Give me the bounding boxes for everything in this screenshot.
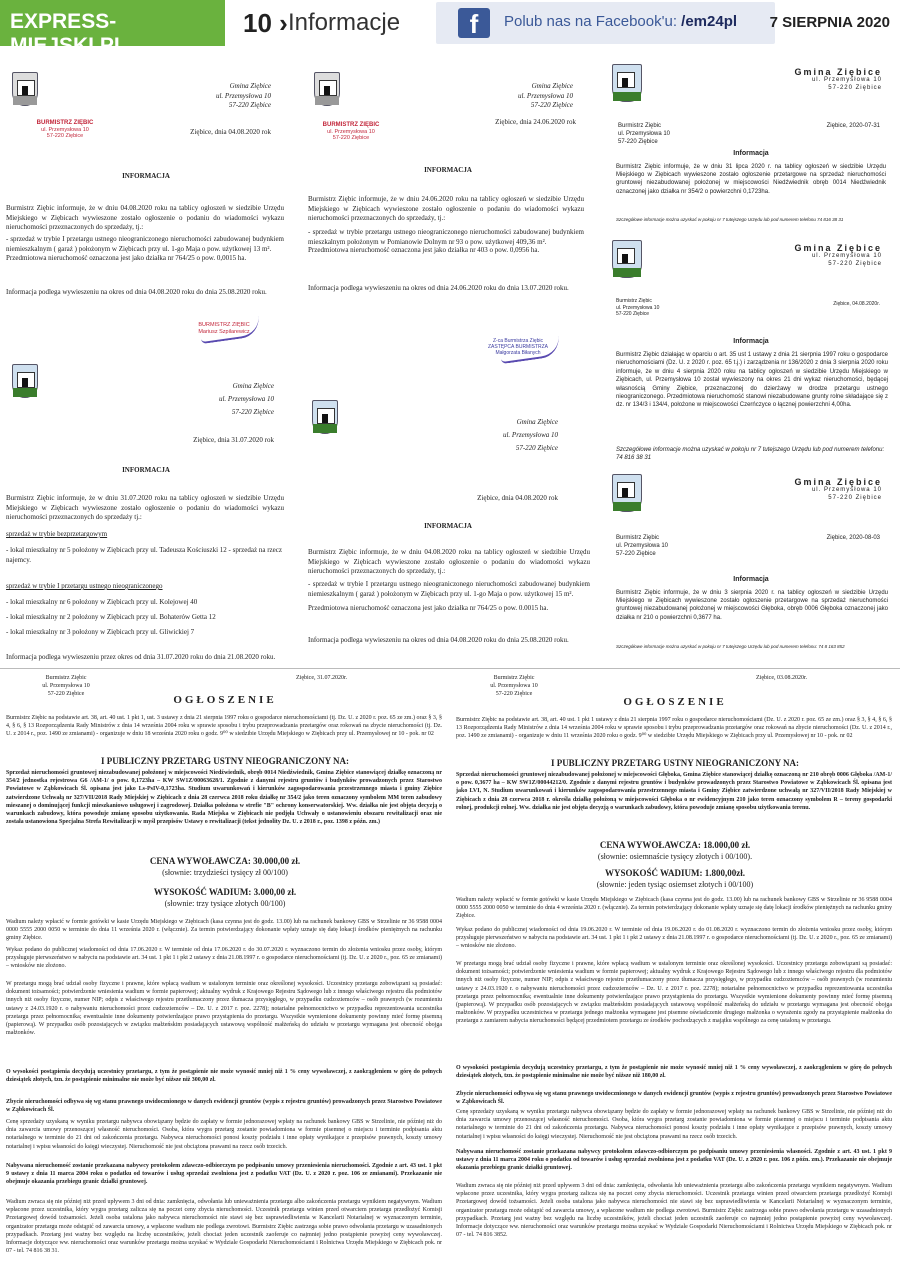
coat-of-arms-icon — [12, 72, 38, 106]
sender-address: Burmistrz Ziębic ul. Przemysłowa 10 57-220 Ziębice — [618, 123, 671, 146]
notice-body: Burmistrz Ziębic działając w oparciu o art. 35 ust 1 ustawy z dnia 21 sierpnia 1997 roku o gospodarce nieruchomościami (Dz. U. z 2020 r. poz. 65 t.j.) i zarządzenia nr 136/2020 z dnia 3 sierpnia 2020 roku informuje, że w dniu 4 sierpnia 2020 roku na tablicy ogłoszeń w siedzibie Urzędu Miejskiego w Ziębicach, ul. Przemysłowa 10 został wywieszony na okres 21 dni wykaz nieruchomości, będącej własnością Gminy Ziębice, przeznaczonej do dzierżawy w drodze przetargu ustnego nieograniczonego. Przedmiotowa nieruchomość stanowi niezabudowane grunty rolne składające się z dz. nr 134/3 i 134/4, położone w miejscowości Czerńczyce o łącznej powierzchni 4,00ha. — [616, 352, 888, 409]
announcement-intro: Burmistrz Ziębic na podstawie art. 38, art. 40 ust. 1 pkt 1 ustawy z dnia 21 sierpnia 1997 roku o gospodarce nieruchomościami (Dz. U. z 2020 r. poz. 65 ze zm.) oraz § 3, § 4, § 6, § 13 Rozporządzenia Rady Ministrów z dnia 14 września 2004 roku w sprawie sposobu i trybu przeprowadzania przetargów oraz rokowań na zbycie nieruchomości (Dz. U. z 2014 r., poz. 1490 ze zmianami) - organizuje w dniu 11 września 2020 roku o godz. 9⁰⁰ w siedzibie Urzędu Miejskiego w Ziębicach przy ul. Przemysłowej nr 10 - pok. nr 02 — [456, 717, 892, 740]
coat-of-arms-icon — [612, 64, 642, 102]
contact-info: Szczegółowe informacje można uzyskać w pokoju nr 7 tutejszego Urzędu lub pod numerem telefonu: 74 816 38 31 — [616, 447, 885, 462]
notice-date: Ziębice, 2020-07-31 — [826, 123, 880, 129]
office-name: Gmina Ziębice — [794, 243, 882, 253]
notice-date: Ziębice, dnia 31.07.2020 rok — [193, 436, 274, 444]
property-description: Sprzedaż nieruchomości gruntowej niezabudowanej położonej w miejscowości Głęboka, Gmina Ziębice stanowiącej działkę oznaczoną nr 210 obręb 0006 Głęboka /AM-1/ o pow. 0,3677 ha – KW SW1Z/00044212/0. Zgodnie z danymi rejestru gruntów i budynków prowadzonych przez Starostwo Powiatowe w Ząbkowicach Śl. opisana jest jako LVI, N. Studium uwarunkowań i kierunków zagospodarowania przestrzennego miasta i Gminy Ziębice zatwierdzone uchwałą nr 327/VII/2018 Rady Miejskiej w Ziębicach z dnia 28 czerwca 2018 r. określa działkę położoną w miejscowości Głęboka o nr ewidencyjnym 210 jako teren oznaczony symbolem R – tereny gospodarki rolnej, produkcji rolnej. Ww. działka nie jest objęta decyzją o warunkach zabudowy, która powoduje zmianę sposobu użytkowania terenu. — [456, 772, 892, 811]
office-name: Gmina Ziębice — [229, 82, 271, 90]
announcement-title: OGŁOSZENIE — [623, 696, 727, 708]
office-name: Gmina Ziębice — [232, 382, 274, 390]
notice-date: Ziębice, dnia 04.08.2020 rok — [477, 494, 558, 502]
list-item: - lokal mieszkalny nr 3 położony w Ziębicach przy ul. Gliwickiej 7 — [6, 628, 195, 636]
office-name: Gmina Ziębice — [516, 418, 558, 426]
notice-title: INFORMACJA — [424, 522, 472, 530]
brand-logo[interactable]: EXPRESS-MIEJSKI.PL — [0, 0, 225, 46]
notice-date: Ziębice, dnia 24.06.2020 rok — [495, 118, 576, 126]
notice-3: Gmina Ziębice ul. Przemysłowa 10 57-220 Ziębice Burmistrz Ziębic ul. Przemysłowa 10 57-220 Ziębice Ziębice, 2020-07-31 Informacja Burmistrz Ziębic informuje, że w dniu 31 lipca 2020 r. na tablicy ogłoszeń w siedzibie Urzędu Miejskiego w Ziębicach wywieszone zostało ogłoszenie przetargowe na sprzedaż nieruchomości gruntowej niezabudowanej położonej w miejscowości Niedźwiednik obręb 0014 Niedźwiednik oznaczonej jako działka nr 354/2 o powierzchni 0,1723ha. Szczegółowe informacje można uzyskać w pokoju nr 7 tutejszego Urzędu lub pod numerem telefonu 74 816 38 31 — [608, 62, 894, 232]
list-item: - lokal mieszkalny nr 6 położony w Ziębicach przy ul. Kolejowej 40 — [6, 598, 198, 606]
divider — [0, 668, 900, 669]
announcement-2: Burmistrz Ziębic ul. Przemysłowa 10 57-220 Ziębice Ziębice, 03.08.2020r. OGŁOSZENIE Burmistrz Ziębic na podstawie art. 38, art. 40 ust. 1 pkt 1 ustawy z dnia 21 sierpnia 1997 roku o gospodarce nieruchomościami (Dz. U. z 2020 r. poz. 65 ze zm.) oraz § 3, § 4, § 6, § 13 Rozporządzenia Rady Ministrów z dnia 14 września 2004 roku w sprawie sposobu i trybu przeprowadzania przetargów oraz rokowań na zbycie nieruchomości (Dz. U. z 2014 r., poz. 1490 ze zmianami) - organizuje w dniu 11 września 2020 roku o godz. 9⁰⁰ w siedzibie Urzędu Miejskiego w Ziębicach przy ul. Przemysłowej nr 10 - pok. nr 02 I PUBLICZNY PRZETARG USTNY NIEOGRANICZONY NA: Sprzedaż nieruchomości gruntowej niezabudowanej położonej w miejscowości Głęboka, Gmina Ziębice stanowiącej działkę oznaczoną nr 210 obręb 0006 Głęboka /AM-1/ o pow. 0,3677 ha – KW SW1Z/00044212/0. Zgodnie z danymi rejestru gruntów i budynków prowadzonych przez Starostwo Powiatowe w Ząbkowicach Śl. opisana jest jako LVI, N. Studium uwarunkowań i kierunków zagospodarowania przestrzennego miasta i Gminy Ziębice zatwierdzone uchwałą nr 327/VII/2018 Rady Miejskiej w Ziębicach z dnia 28 czerwca 2018 r. określa działkę położoną w miejscowości Głęboka o nr ewidencyjnym 210 jako teren oznaczony symbolem R – tereny gospodarki rolnej, produkcji rolnej. Ww. działka nie jest objęta decyzją o warunkach zabudowy, która powoduje zmianę sposobu użytkowania terenu. CENA WYWOŁAWCZA: 18.000,00 zł. (słownie: osiemnaście tysięcy złotych i 00/100). WYSOKOŚĆ WADIUM: 1.800,00zł. (słownie: jeden tysiąc osiemset złotych i 00/100) Wadium należy wpłacić w formie gotówki w kasie Urzędu Miejskiego w Ziębicach (kasa czynna jest do godz. 13.00) lub na rachunek bankowy GBS w Strzelinie nr 36 9588 0004 0000 5555 2000 0050 w terminie do dnia 4 września 2020 r. (włącznie). Za termin potwierdzający dokonanie wpłaty uznaje się datę lokacji środków pieniężnych na rachunku gminy Ziębice. Wykaz podano do publicznej wiadomości od dnia 19.06.2020 r. W terminie od dnia 19.06.2020 r. do 01.08.2020 r. wyznaczono termin do złożenia wniosku przez osoby, którym przysługuje pierwszeństwo w nabyciu na podstawie art. 34 ust. 1 pkt 1 i pkt 2 ustawy z dnia 21.08.1997 r. o gospodarce nieruchomościami (tj. Dz. U. z 2020 r., poz. 65 ze zmianami) – wniosków nie złożono. W przetargu mogą brać udział osoby fizyczne i prawne, które wpłacą wadium w ustalonym terminie oraz określonej wysokości. Uczestnicy przetargu zobowiązani są posiadać: dokument tożsamości; potwierdzenie wniesienia wadium w formie papierowej; aktualny wydruk z Krajowego Rejestru Sądowego lub z innego właściwego rejestru dla podmiotów innych niż osoby fizyczne, numer NIP; odpis z właściwego rejestru przetłumaczony przez tłumacza przysięgłego, w przypadku cudzoziemców – osób prawnych (w rozumieniu ustawy z 24.03.1920 r. o nabywaniu nieruchomości przez cudzoziemców – Dz. U. z 2017 r. poz. 2278); notarialne pełnomocnictwo w przypadku reprezentowania uczestnika przetargu przez pełnomocnika; ewentualnie inne dokumenty potwierdzające prawo przystąpienia do przetargu. Wszystkie wymienione dokumenty powinny mieć formę pisemną (papierową). W przypadku osób pozostających w związku małżeńskim posiadających ustawową wspólność małżeńską do udziału w przetargu wymagana jest obecność obojga małżonków. W przypadku uczestnictwa w przetargu jednego małżonka wymagane jest pisemne oświadczenie drugiego małżonka o wyrażeniu zgody na przystąpienie małżonka do przetargu z zamiarem nabycia nieruchomości będącej przedmiotem przetargu ze środków pochodzących z majątku wspólnego za cenę ustaloną w przetargu. O wysokości postąpienia decydują uczestnicy przetargu, z tym że postąpienie nie może wynosić mniej niż 1 % ceny wywoławczej, z zaokrągleniem w górę do pełnych dziesiątek złotych, tzn. że postąpienie minimalne nie może być niższe niż 180,00 zł. Zbycie nieruchomości odbywa się wg stanu prawnego uwidocznionego w danych ewidencji gruntów (wypis z rejestru gruntów) prowadzonych przez Starostwo Powiatowe w Ząbkowicach Śl. Cenę sprzedaży uzyskaną w wyniku przetargu nabywca obowiązany będzie do zapłaty w formie jednorazowej wpłaty na rachunek bankowy GBS w Strzelinie, nie później niż do dnia zawarcia umowy przenoszącej własność nieruchomości. Osoba, która wygra przetarg zostanie powiadomiona w formie pisemnej o miejscu i terminie podpisania aktu notarialnego w terminie do 21 dni od zakończenia przetargu. Nabywca nieruchomości ponosi koszty podziału i inne opłaty wynikające z przepisów prawnych, koszty umowy notarialnej i wpisu własności do księgi wieczystej. Nieruchomość nie jest obciążona prawami na rzecz osób trzecich. Nabywana nieruchomość zostanie przekazana nabywcy protokołem zdawczo-odbiorczym po podpisaniu umowy przeniesienia własności. Zgodnie z art. 43 ust. 1 pkt 9 ustawy z dnia 11 marca 2004 roku o podatku od towarów i usług sprzedaż zwolniona jest z podatku VAT (Dz. U. z 2020 r. poz. 106 z późn. zm.). Przekazanie nie obejmuje okazania przebiegu granic działki gruntowej. Wadium zwraca się nie później niż przed upływem 3 dni od dnia: zamknięcia, odwołania lub unieważnienia przetargu albo zakończenia przetargu wynikiem negatywnym. Wadium wpłacone przez uczestnika, który wygra przetarg zalicza się na poczet ceny zbycia nieruchomości. Uczestnik przetargu winien przed otwarciem przetargu przedłożyć Komisji Przetargowej dowód tożsamości. Jeżeli osoba ustalona jako nabywca nieruchomości nie stawi się bez usprawiedliwienia w Kancelarii Notarialnej w wyznaczonym terminie, organizator przetargu może odstąpić od zawarcia umowy, a wpłacone wadium nie podlega zwrotowi. Burmistrz Ziębic zastrzega sobie prawo odwołania przetargu w uzasadnionych przypadkach. Przetarg jest ważny bez względu na liczbę uczestników, jeżeli chociaż jeden uczestnik zaoferuje co najmniej jedno postąpienie powyżej ceny wywoławczej. Informacje dotyczące ww. nieruchomości oraz warunków przetargu można uzyskać w Wydziale Gospodarki Nieruchomościami i Rolnictwa Urzędu Miejskiego w Ziębicach pok. nr 07 - tel. 74 816 3852. — [456, 675, 892, 1239]
office-name: Gmina Ziębice — [531, 82, 573, 90]
notice-footer: Informacja podlega wywieszeniu na okres od dnia 04.08.2020 roku do dnia 25.08.2020 roku. — [6, 288, 267, 296]
notice-title: INFORMACJA — [122, 466, 170, 474]
facebook-banner[interactable] — [436, 2, 775, 44]
notice-date: Ziębice, dnia 04.08.2020 rok — [190, 128, 271, 136]
starting-price: CENA WYWOŁAWCZA: 18.000,00 zł. — [599, 840, 751, 850]
notice-date: Ziębice, 03.08.2020r. — [756, 675, 808, 681]
notice-title: Informacja — [733, 338, 769, 345]
notice-body: Burmistrz Ziębic informuje, że w dniu 31.07.2020 roku na tablicy ogłoszeń w siedzibie Urzędu Miejskiego w Ziębicach wywieszone zostało ogłoszenie o podaniu do wiadomości wykazu nieruchomości przeznaczonych do sprzedaży tj.: — [6, 494, 284, 521]
announcement-intro: Burmistrz Ziębic na podstawie art. 38, art. 40 ust. 1 pkt 1, ust. 3 ustawy z dnia 21 sierpnia 1997 roku o gospodarce nieruchomościami (tj. Dz. U. z 2020 r. poz. 65 ze zm.) oraz § 3, § 4, § 6, § 13 Rozporządzenia Rady Ministrów z dnia 14 września 2004 roku w sprawie sposobu i trybu przeprowadzania przetargów oraz rokowań na zbycie nieruchomości (tj. Dz. U. z 2014 r., poz. 1490 ze zmianami) - organizuje w dniu 18 września 2020 roku o godz. 9⁰⁰ w siedzibie Urzędu Miejskiego w Ziębicach przy ul. Przemysłowej nr 10 - pok. nr 02 — [6, 715, 442, 738]
tender-heading: I PUBLICZNY PRZETARG USTNY NIEOGRANICZONY NA: — [550, 758, 800, 768]
sender-address: Burmistrz Ziębic ul. Przemysłowa 10 57-220 Ziębice — [616, 535, 669, 558]
office-name: Gmina Ziębice — [794, 67, 882, 77]
contact-info: Szczegółowe informacje można uzyskać w pokoju nr 7 tutejszego Urzędu lub pod numerem telefonu 74 816 38 31 — [616, 217, 844, 222]
contact-info: Szczegółowe informacje można uzyskać w pokoju nr 7 tutejszego Urzędu lub pod numerem telefonu: 74 8 163 852 — [616, 644, 845, 649]
signature-stamp: BURMISTRZ ZIĘBIC Mariusz Szpilarewicz — [198, 322, 250, 335]
notice-2: Gmina Ziębice ul. Przemysłowa 10 57-220 Ziębice BURMISTRZ ZIĘBIC ul. Przemysłowa 10 57-220 Ziębice Ziębice, dnia 24.06.2020 rok INFORMACJA Burmistrz Ziębic informuje, że w dniu 24.06.2020 roku na tablicy ogłoszeń w siedzibie Urzędu Miejskiego w Ziębicach wywieszone zostało ogłoszenie o podaniu do wiadomości wykazu nieruchomości przeznaczonych do sprzedaży, tj.: - sprzedaż w trybie przetargu ustnego nieograniczonego nieruchomości zabudowanej budynkiem mieszkalnym położonym w Pomianowie Dolnym nr 93 o pow. użytkowej 409,36 m². Przedmiotowa nieruchomość oznaczona jest jako działka nr 403 o pow. 0,0956 ha. Informacja podlega wywieszeniu na okres od dnia 24.06.2020 roku do dnia 13.07.2020 roku. Z-ca Burmistrza Ziębic ZASTĘPCA BURMISTRZA Małgorzata Biłanych — [308, 70, 598, 320]
coat-of-arms-icon — [312, 400, 338, 434]
list-item: - lokal mieszkalny nr 2 położony w Ziębicach przy ul. Bohaterów Getta 12 — [6, 613, 216, 621]
facebook-text: Polub nas na Facebook'u: /em24pl — [504, 13, 738, 30]
notice-title: Informacja — [733, 576, 769, 583]
tender-heading: I PUBLICZNY PRZETARG USTNY NIEOGRANICZONY NA: — [100, 756, 350, 766]
sender-address: Burmistrz Ziębic ul. Przemysłowa 10 57-220 Ziębice — [42, 675, 90, 698]
deposit-amount: WYSOKOŚĆ WADIUM: 3.000,00 zł. — [153, 887, 297, 897]
page-header — [0, 0, 900, 57]
sender-address: Burmistrz Ziębic ul. Przemysłowa 10 57-220 Ziębice — [616, 298, 660, 317]
facebook-icon: f — [458, 8, 490, 38]
list-item: - lokal mieszkalny nr 5 położony w Ziębicach przy ul. Tadeusza Kościuszki 12 - sprzedaż na rzecz najemcy. — [6, 546, 282, 564]
section-title: Informacje — [288, 9, 401, 36]
starting-price: CENA WYWOŁAWCZA: 30.000,00 zł. — [149, 856, 301, 866]
deposit-amount: WYSOKOŚĆ WADIUM: 1.800,00zł. — [604, 868, 746, 878]
property-description: Sprzedaż nieruchomości gruntowej niezabudowanej położonej w miejscowości Niedźwiednik, obręb 0014 Niedźwiednik, Gmina Ziębice stanowiącej działkę oznaczoną nr 354/2 jednostka rejestrowa G6 /AM-1/ o pow. 0,1723ha – KW SW1Z/00063628/1. Zgodnie z danymi rejestru gruntów i budynków prowadzonych przez Starostwo Powiatowe w Ząbkowicach Śl. opisana jest jako Ls-PsIV-0,1723ha. Studium uwarunkowań i kierunków zagospodarowania przestrzennego miasta i gminy Ziębice zatwierdzone Uchwałą nr 327/VII/2018 Rady Miejskiej w Ziębicach z dnia 28 czerwca 2018 roku działkę nr 354/2 jako teren oznaczony symbolem MM teren zabudowy mieszanej o dominującej funkcji mieszkaniowo usługowej i zagrodowej. Działka położona w strefie "B" ochrony konserwatorskiej. Ww. działka nie jest objęta decyzją o warunkach zabudowy, która powoduje zmianę sposobu użytkowania. Rada Miejska w Ziębicach nie podjęła Uchwały o ustanowieniu obszaru rewitalizacji oraz nie została ustanowiona Specjalna Strefa Rewitalizacji w myśl przepisów Ustawy o rewitalizacji (tekst jednolity Dz. U. z 2018 r., poz. 1398 z późn. zm.) — [6, 770, 442, 826]
notice-footer: Informacja podlega wywieszeniu na okres od dnia 24.06.2020 roku do dnia 13.07.2020 roku. — [308, 284, 569, 292]
announcement-1: Burmistrz Ziębic ul. Przemysłowa 10 57-220 Ziębice Ziębice, 31.07.2020r. OGŁOSZENIE Burmistrz Ziębic na podstawie art. 38, art. 40 ust. 1 pkt 1, ust. 3 ustawy z dnia 21 sierpnia 1997 roku o gospodarce nieruchomościami (tj. Dz. U. z 2020 r. poz. 65 ze zm.) oraz § 3, § 4, § 6, § 13 Rozporządzenia Rady Ministrów z dnia 14 września 2004 roku w sprawie sposobu i trybu przeprowadzania przetargów oraz rokowań na zbycie nieruchomości (tj. Dz. U. z 2014 r., poz. 1490 ze zmianami) - organizuje w dniu 18 września 2020 roku o godz. 9⁰⁰ w siedzibie Urzędu Miejskiego w Ziębicach przy ul. Przemysłowej nr 10 - pok. nr 02 I PUBLICZNY PRZETARG USTNY NIEOGRANICZONY NA: Sprzedaż nieruchomości gruntowej niezabudowanej położonej w miejscowości Niedźwiednik, obręb 0014 Niedźwiednik, Gmina Ziębice stanowiącej działkę oznaczoną nr 354/2 jednostka rejestrowa G6 /AM-1/ o pow. 0,1723ha – KW SW1Z/00063628/1. Zgodnie z danymi rejestru gruntów i budynków prowadzonych przez Starostwo Powiatowe w Ząbkowicach Śl. opisana jest jako Ls-PsIV-0,1723ha. Studium uwarunkowań i kierunków zagospodarowania przestrzennego miasta i gminy Ziębice zatwierdzone Uchwałą nr 327/VII/2018 Rady Miejskiej w Ziębicach z dnia 28 czerwca 2018 roku działkę nr 354/2 jako teren oznaczony symbolem MM teren zabudowy mieszanej o dominującej funkcji mieszkaniowo usługowej i zagrodowej. Działka położona w strefie "B" ochrony konserwatorskiej. Ww. działka nie jest objęta decyzją o warunkach zabudowy, która powoduje zmianę sposobu użytkowania. Rada Miejska w Ziębicach nie podjęła Uchwały o ustanowieniu obszaru rewitalizacji oraz nie została ustanowiona Specjalna Strefa Rewitalizacji w myśl przepisów Ustawy o rewitalizacji (tekst jednolity Dz. U. z 2018 r., poz. 1398 z późn. zm.) CENA WYWOŁAWCZA: 30.000,00 zł. (słownie: trzydzieści tysięcy zł 00/100) WYSOKOŚĆ WADIUM: 3.000,00 zł. (słownie: trzy tysiące złotych 00/100) Wadium należy wpłacić w formie gotówki w kasie Urzędu Miejskiego w Ziębicach (kasa czynna jest do godz. 13.00) lub na rachunek bankowy GBS w Strzelinie nr 36 9588 0004 0000 5555 2000 0050 w terminie do dnia 11 września 2020 r. (włącznie). Za termin potwierdzający dokonanie wpłaty uznaje się datę lokacji środków pieniężnych na rachunku gminy Ziębice. Wykaz podano do publicznej wiadomości od dnia 17.06.2020 r. W terminie od dnia 17.06.2020 r. do 30.07.2020 r. wyznaczono termin do złożenia wniosku przez osoby, którym przysługuje pierwszeństwo w nabyciu na podstawie art. 34 ust. 1 pkt 1 i pkt 2 ustawy z dnia 21.08.1997 r. o gospodarce nieruchomościami (tj. Dz. U. z 2020 r., poz. 65 ze zmianami) – wniosków nie złożono. W przetargu mogą brać udział osoby fizyczne i prawne, które wpłacą wadium w ustalonym terminie oraz określonej wysokości. Uczestnicy przetargu zobowiązani są posiadać: dokument tożsamości; potwierdzenie wniesienia wadium w formie papierowej; aktualny wydruk z Krajowego Rejestru Sądowego lub z innego właściwego rejestru dla podmiotów innych niż osoby fizyczne, numer NIP; odpis z właściwego rejestru przetłumaczony przez tłumacza przysięgłego, w przypadku cudzoziemców – osób prawnych (w rozumieniu ustawy z 24.03.1920 r. o nabywaniu nieruchomości przez cudzoziemców – Dz. U. z 2017 r. poz. 2278); notarialne pełnomocnictwo w przypadku reprezentowania uczestnika przetargu przez pełnomocnika; ewentualnie inne dokumenty potwierdzające prawo przystąpienia do przetargu. Wszystkie wymienione dokumenty powinny mieć formę pisemną (papierową). W przypadku osób pozostających w związku małżeńskim posiadających ustawową wspólność małżeńską do udziału w przetargu wymagana jest obecność obojga małżonków. O wysokości postąpienia decydują uczestnicy przetargu, z tym że postąpienie nie może wynosić mniej niż 1 % ceny wywoławczej, z zaokrągleniem w górę do pełnych dziesiątek złotych, tzn. że postąpienie minimalne nie może być niższe niż 300,00 zł. Zbycie nieruchomości odbywa się wg stanu prawnego uwidocznionego w danych ewidencji gruntów (wypis z rejestru gruntów) prowadzonych przez Starostwo Powiatowe w Ząbkowicach Śl. Cenę sprzedaży uzyskaną w wyniku przetargu nabywca obowiązany będzie do zapłaty w formie jednorazowej wpłaty na rachunek bankowy GBS w Strzelinie, nie później niż do dnia zawarcia umowy przenoszącej własność nieruchomości. Osoba, która wygra przetarg zostanie powiadomiona w formie pisemnej o miejscu i terminie podpisania aktu notarialnego w terminie do 21 dni od zakończenia przetargu. Nabywca nieruchomości ponosi koszty podziału i inne opłaty wynikające z przepisów prawnych, koszty umowy notarialnej i wpisu własności do księgi wieczystej. Nieruchomość nie jest obciążona prawami na rzecz osób trzecich. Nabywana nieruchomość zostanie przekazana nabywcy protokołem zdawczo-odbiorczym po podpisaniu umowy przeniesienia nieruchomości. Zgodnie z art. 43 ust. 1 pkt 9 ustawy z dnia 11 marca 2004 roku o podatku od towarów i usług sprzedaż zwolniona jest z podatku VAT (Dz. U. z 2020 r. poz. 106 ze zmianami). Przekazanie nie obejmuje okazania przebiegu granic działki gruntowej. Wadium zwraca się nie później niż przed upływem 3 dni od dnia: zamknięcia, odwołania lub unieważnienia przetargu albo zakończenia przetargu wynikiem negatywnym. Wadium wpłacone przez uczestnika, który wygra przetarg zalicza się na poczet ceny zbycia nieruchomości. Uczestnik przetargu winien przed otwarciem przetargu przedłożyć Komisji Przetargowej dowód tożsamości. Jeżeli osoba ustalona jako nabywca nieruchomości nie stawi się bez usprawiedliwienia w Kancelarii Notarialnej w wyznaczonym terminie, organizator przetargu może odstąpić od zawarcia umowy, a wpłacone wadium nie podlega zwrotowi. Burmistrz Ziębic zastrzega sobie prawo odwołania przetargu w uzasadnionych przypadkach. Przetarg jest ważny bez względu na liczbę uczestników, jeżeli chociaż jeden uczestnik zaoferuje co najmniej jedno postąpienie powyżej ceny wywoławczej. Informacje dotyczące ww. nieruchomości oraz warunków przetargu można uzyskać w Wydziale Gospodarki Nieruchomościami i Rolnictwa Urzędu Miejskiego w Ziębicach pok. nr 07 - tel. 74 816 38 31. — [6, 675, 442, 1255]
signature-stamp: Z-ca Burmistrza Ziębic ZASTĘPCA BURMISTRZA Małgorzata Biłanych — [487, 338, 548, 356]
notice-title: Informacja — [733, 150, 769, 157]
issue-date: 7 SIERPNIA 2020 — [769, 14, 890, 31]
notice-date: Ziębice, 2020-08-03 — [826, 535, 880, 541]
notice-title: INFORMACJA — [122, 172, 170, 180]
section-heading: sprzedaż w trybie bezprzetargowym — [6, 530, 108, 538]
notice-body: Burmistrz Ziębic informuje, że w dniu 04.08.2020 roku na tablicy ogłoszeń w siedzibie Urzędu Miejskiego w Ziębicach wywieszone zostało ogłoszenie o podaniu do wiadomości wykazu nieruchomości przeznaczonych do sprzedaży, tj.: — [6, 204, 284, 231]
notice-1: Gmina Ziębice ul. Przemysłowa 10 57-220 Ziębice BURMISTRZ ZIĘBIC ul. Przemysłowa 10 57-220 Ziębice Ziębice, dnia 04.08.2020 rok INFORMACJA Burmistrz Ziębic informuje, że w dniu 04.08.2020 roku na tablicy ogłoszeń w siedzibie Urzędu Miejskiego w Ziębicach wywieszone zostało ogłoszenie o podaniu do wiadomości wykazu nieruchomości przeznaczonych do sprzedaży, tj.: - sprzedaż w trybie I przetargu ustnego nieograniczonego nieruchomości zabudowanej budynkiem niemieszkalnym ( garaż ) położonym w Ziębicach przy ul. 1-go Maja o pow. użytkowej 13 m². Przedmiotowa nieruchomość oznaczona jest jako działka nr 764/25 o pow. 0,0015 ha. Informacja podlega wywieszeniu na okres od dnia 04.08.2020 roku do dnia 25.08.2020 roku. BURMISTRZ ZIĘBIC Mariusz Szpilarewicz — [6, 70, 296, 330]
official-stamp: BURMISTRZ ZIĘBIC ul. Przemysłowa 10 57-220 Ziębice — [322, 122, 380, 141]
section-heading: sprzedaż w trybie I przetargu ustnego nieograniczonego — [6, 582, 163, 590]
office-name: Gmina Ziębice — [794, 477, 882, 487]
sender-address: Burmistrz Ziębic ul. Przemysłowa 10 57-220 Ziębice — [490, 675, 538, 698]
coat-of-arms-icon — [612, 474, 642, 512]
notice-5: Gmina Ziębice ul. Przemysłowa 10 57-220 Ziębice Burmistrz Ziębic ul. Przemysłowa 10 57-220 Ziębice Ziębice, 2020-08-03 Informacja Burmistrz Ziębic informuje, że w dniu 3 sierpnia 2020 r. na tablicy ogłoszeń w siedzibie Urzędu Miejskiego w Ziębicach wywieszone zostało ogłoszenie przetargowe na sprzedaż nieruchomości gruntowej niezabudowanej położonej w miejscowości Głęboka, obręb 0006 Głęboka oznaczonej jako działka nr 210 o powierzchni 0,3677 ha. Szczegółowe informacje można uzyskać w pokoju nr 7 tutejszego Urzędu lub pod numerem telefonu: 74 8 163 852 — [608, 472, 894, 658]
notice-title: INFORMACJA — [424, 166, 472, 174]
coat-of-arms-icon — [612, 240, 642, 278]
coat-of-arms-icon — [12, 364, 38, 398]
notice-6: Gmina Ziębice ul. Przemysłowa 10 57-220 Ziębice Ziębice, dnia 31.07.2020 rok INFORMACJA Burmistrz Ziębic informuje, że w dniu 31.07.2020 roku na tablicy ogłoszeń w siedzibie Urzędu Miejskiego w Ziębicach wywieszone zostało ogłoszenie o podaniu do wiadomości wykazu nieruchomości przeznaczonych do sprzedaży tj.: sprzedaż w trybie bezprzetargowym - lokal mieszkalny nr 5 położony w Ziębicach przy ul. Tadeusza Kościuszki 12 - sprzedaż na rzecz najemcy. sprzedaż w trybie I przetargu ustnego nieograniczonego - lokal mieszkalny nr 6 położony w Ziębicach przy ul. Kolejowej 40 - lokal mieszkalny nr 2 położony w Ziębicach przy ul. Bohaterów Getta 12 - lokal mieszkalny nr 3 położony w Ziębicach przy ul. Gliwickiej 7 Informacja podlega wywieszeniu przez okres od dnia 31.07.2020 roku do dnia 21.08.2020 roku. — [6, 362, 296, 664]
notice-body: Burmistrz Ziębic informuje, że w dniu 24.06.2020 roku na tablicy ogłoszeń w siedzibie Urzędu Miejskiego w Ziębicach wywieszone zostało ogłoszenie o podaniu do wiadomości wykazu nieruchomości przeznaczonych do sprzedaży, tj.: — [308, 195, 584, 222]
official-stamp: BURMISTRZ ZIĘBIC ul. Przemysłowa 10 57-220 Ziębice — [36, 120, 94, 139]
notice-body: Burmistrz Ziębic informuje, że w dniu 3 sierpnia 2020 r. na tablicy ogłoszeń w siedzibie Urzędu Miejskiego w Ziębicach wywieszone zostało ogłoszenie przetargowe na sprzedaż nieruchomości gruntowej niezabudowanej położonej w miejscowości Głęboka, obręb 0006 Głęboka oznaczonej jako działka nr 210 o powierzchni 0,3677 ha. — [616, 590, 888, 621]
announcement-title: OGŁOSZENIE — [173, 694, 277, 706]
coat-of-arms-icon — [314, 72, 340, 106]
notice-body: Burmistrz Ziębic informuje, że w dniu 04.08.2020 roku na tablicy ogłoszeń w siedzibie Urzędu Miejskiego w Ziębicach wywieszone zostało ogłoszenie o podaniu do wiadomości wykazu nieruchomości przeznaczonych do sprzedaży, tj.: — [308, 548, 590, 575]
notice-date: Ziębice, 31.07.2020r. — [296, 675, 348, 681]
notice-body: Burmistrz Ziębic informuje, że w dniu 31 lipca 2020 r. na tablicy ogłoszeń w siedzibie Urzędu Miejskiego w Ziębicach wywieszone zostało ogłoszenie przetargowe na sprzedaż nieruchomości gruntowej niezabudowanej położonej w miejscowości Niedźwiednik obręb 0014 Niedźwiednik oznaczonej jako działka nr 354/2 o powierzchni 0,1723ha. — [616, 164, 886, 195]
notice-7: Gmina Ziębice ul. Przemysłowa 10 57-220 Ziębice Ziębice, dnia 04.08.2020 rok INFORMACJA Burmistrz Ziębic informuje, że w dniu 04.08.2020 roku na tablicy ogłoszeń w siedzibie Urzędu Miejskiego w Ziębicach wywieszone zostało ogłoszenie o podaniu do wiadomości wykazu nieruchomości przeznaczonych do sprzedaży, tj.: - sprzedaż w trybie I przetargu ustnego nieograniczonego nieruchomości zabudowanej budynkiem niemieszkalnym ( garaż ) położonym w Ziębicach przy ul. 1-go Maja o pow. użytkowej 15 m². Przedmiotowa nieruchomość oznaczona jest jako działka nr 764/25 o pow. 0.0015 ha. Informacja podlega wywieszeniu na okres od dnia 04.08.2020 roku do dnia 25.08.2020 roku. — [308, 398, 604, 650]
notice-date: Ziębice, 04.08.2020r. — [833, 301, 880, 307]
page-number: 10 › — [243, 8, 288, 38]
notice-4: Gmina Ziębice ul. Przemysłowa 10 57-220 Ziębice Burmistrz Ziębic ul. Przemysłowa 10 57-220 Ziębice Ziębice, 04.08.2020r. Informacja Burmistrz Ziębic działając w oparciu o art. 35 ust 1 ustawy z dnia 21 sierpnia 1997 roku o gospodarce nieruchomościami (Dz. U. z 2020 r. poz. 65 t.j.) i zarządzenia nr 136/2020 z dnia 3 sierpnia 2020 roku informuje, że w dniu 4 sierpnia 2020 roku na tablicy ogłoszeń w siedzibie Urzędu Miejskiego w Ziębicach, ul. Przemysłowa 10 został wywieszony na okres 21 dni wykaz nieruchomości, będącej własnością Gminy Ziębice, przeznaczonej do dzierżawy w drodze przetargu ustnego nieograniczonego. Przedmiotowa nieruchomość stanowi niezabudowane grunty rolne składające się z dz. nr 134/3 i 134/4, położone w miejscowości Czerńczyce o łącznej powierzchni 4,00ha. Szczegółowe informacje można uzyskać w pokoju nr 7 tutejszego Urzędu lub pod numerem telefonu: 74 816 38 31 — [608, 238, 894, 470]
notice-footer: Informacja podlega wywieszeniu na okres od dnia 04.08.2020 roku do dnia 25.08.2020 roku. — [308, 636, 569, 644]
notice-footer: Informacja podlega wywieszeniu przez okres od dnia 31.07.2020 roku do dnia 21.08.2020 roku. — [6, 653, 276, 661]
